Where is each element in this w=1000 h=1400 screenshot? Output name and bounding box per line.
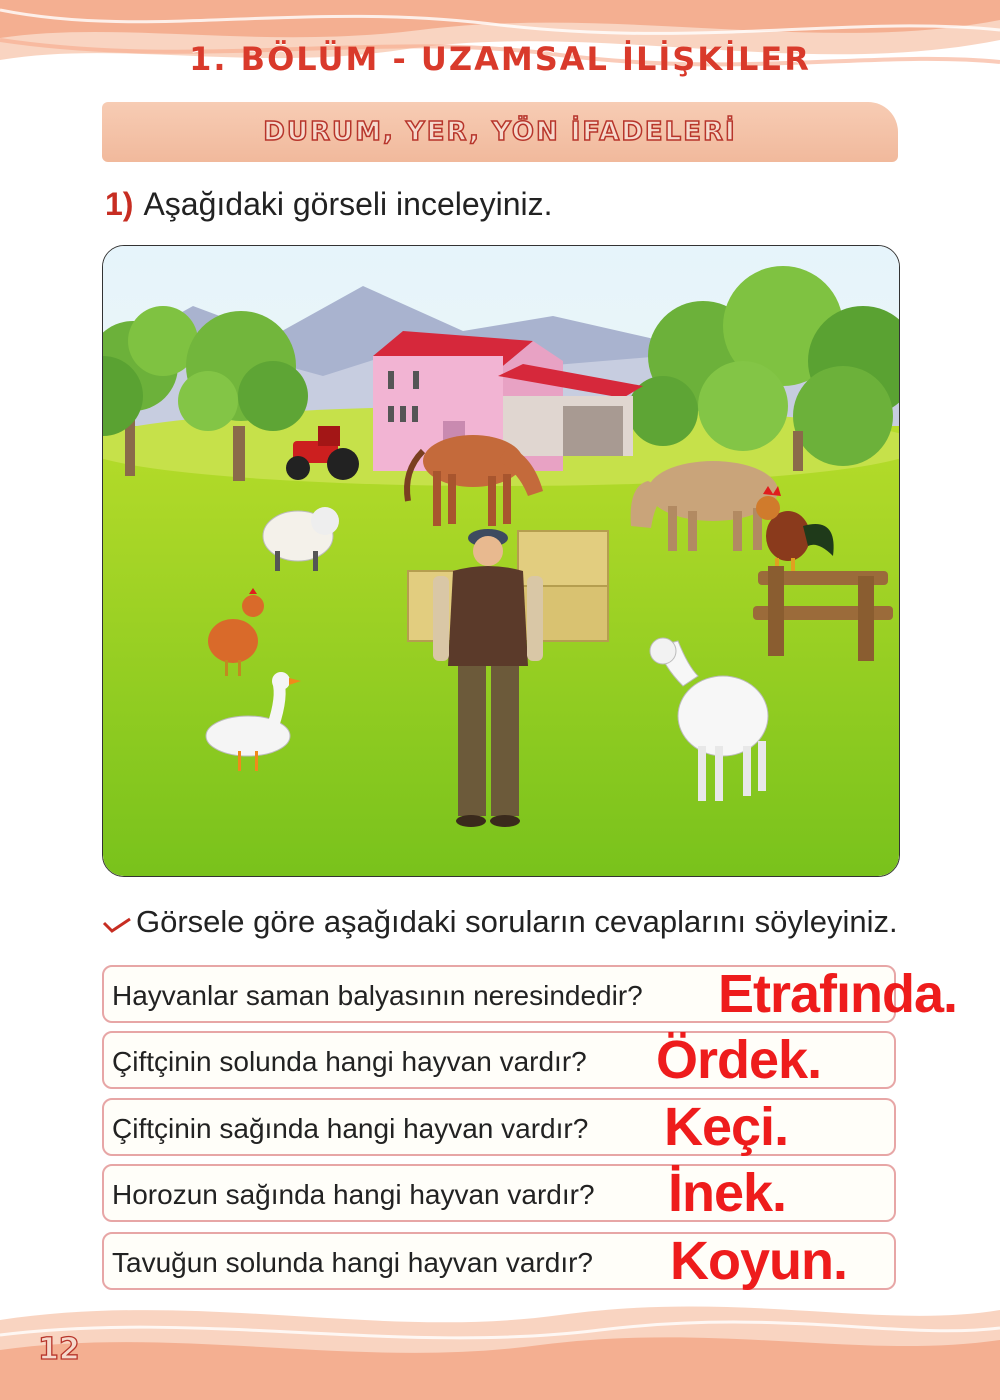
activity-prompt bbox=[105, 186, 553, 223]
question-text: Çiftçinin sağında hangi hayvan vardır? bbox=[112, 1113, 589, 1144]
page-number: 12 bbox=[38, 1332, 80, 1367]
bottom-wave-decoration bbox=[0, 1290, 1000, 1400]
checkmark-icon bbox=[102, 913, 132, 935]
answer-text: Etrafında. bbox=[718, 964, 958, 1024]
question-box-4 bbox=[102, 1164, 896, 1222]
answer-text: Keçi. bbox=[664, 1097, 789, 1157]
answer-text: İnek. bbox=[668, 1163, 787, 1223]
answer-text: Koyun. bbox=[670, 1231, 847, 1291]
question-box-1 bbox=[102, 964, 958, 1024]
question-text: Hayvanlar saman balyasının neresindedir? bbox=[112, 980, 643, 1011]
instruction-text: Görsele göre aşağıdaki soruların cevaplarını söyleyiniz. bbox=[136, 904, 898, 939]
activity-prompt-text: Aşağıdaki görseli inceleyiniz. bbox=[143, 186, 553, 222]
activity-number: 1) bbox=[105, 186, 134, 222]
chapter-title: 1. BÖLÜM - UZAMSAL İLİŞKİLER bbox=[189, 40, 811, 78]
question-text: Tavuğun solunda hangi hayvan vardır? bbox=[112, 1247, 594, 1278]
question-box-2 bbox=[102, 1031, 896, 1089]
instruction bbox=[102, 904, 898, 940]
question-box-3 bbox=[102, 1098, 896, 1156]
section-banner bbox=[102, 102, 898, 162]
question-text: Çiftçinin solunda hangi hayvan vardır? bbox=[112, 1046, 587, 1077]
section-title: DURUM, YER, YÖN İFADELERİ bbox=[263, 117, 737, 147]
question-text: Horozun sağında hangi hayvan vardır? bbox=[112, 1179, 595, 1210]
farm-illustration bbox=[102, 245, 900, 877]
answer-text: Ördek. bbox=[656, 1030, 822, 1090]
question-box-5 bbox=[102, 1232, 896, 1290]
